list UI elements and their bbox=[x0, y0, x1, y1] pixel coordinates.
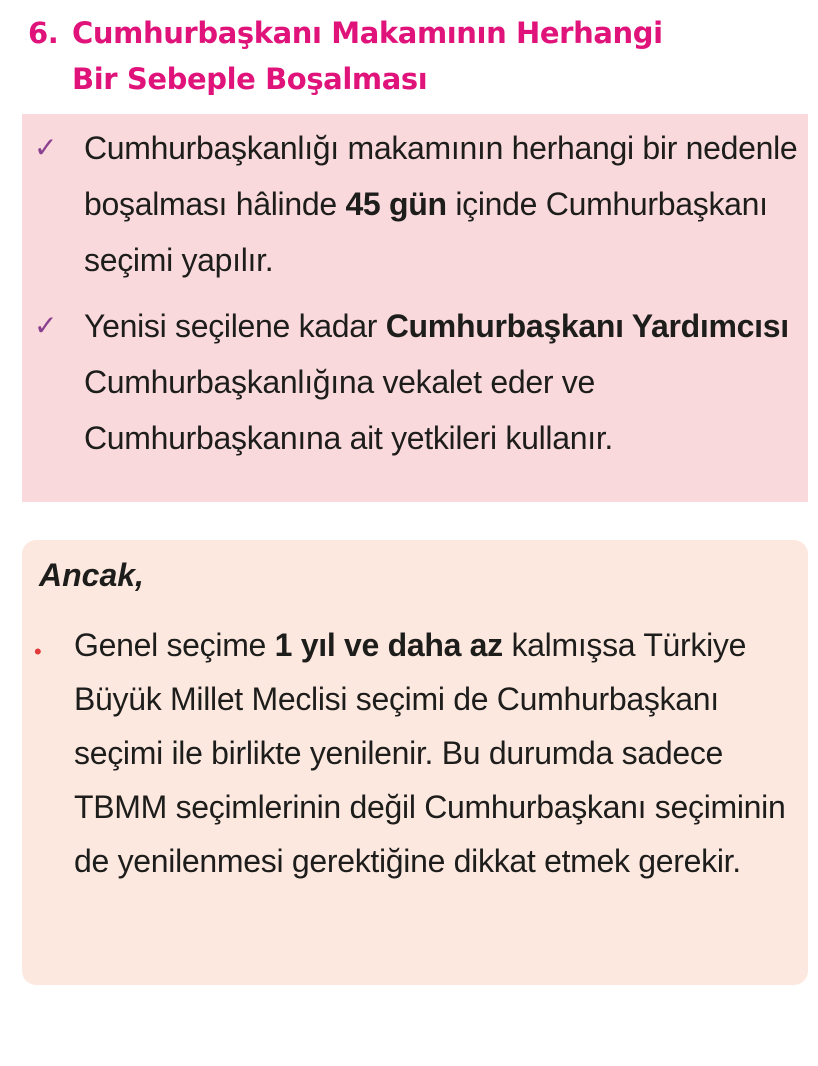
note-bullet-text bbox=[74, 618, 802, 888]
bullet-dot-icon: • bbox=[34, 639, 42, 664]
bold-text-run: 1 yıl ve daha az bbox=[274, 627, 503, 663]
text-run: Genel seçime bbox=[74, 627, 275, 663]
text-run: kalmışsa Türkiye Büyük Millet Meclisi seçimi de Cumhurbaşkanı seçimi ile birlikte yenilenir. Bu durumda sadece TBMM seçimlerinin değil Cumhurbaşkanı seçiminin de yenilenmesi gerektiğine dikkat etmek gerekir. bbox=[74, 627, 786, 879]
text-run: Cumhurbaşkanlığına vekalet eder ve Cumhurbaşkanına ait yetkileri kullanır. bbox=[84, 364, 614, 456]
checklist-item-text bbox=[84, 298, 800, 466]
note-title: Ancak, bbox=[39, 557, 144, 593]
bold-text-run: Cumhurbaşkanı Yardımcısı bbox=[385, 308, 789, 344]
section-number: 6. bbox=[28, 16, 59, 50]
heading-title-line-2: Bir Sebeple Boşalması bbox=[72, 62, 428, 96]
heading-line-1 bbox=[28, 10, 808, 56]
text-run: Cumhurbaşkanlığı makamının herhangi bir nedenle boşalması hâlinde bbox=[84, 130, 798, 222]
checklist-item-text bbox=[84, 120, 800, 288]
check-mark-icon: ✓ bbox=[34, 131, 58, 164]
check-mark-icon: ✓ bbox=[34, 309, 58, 342]
text-run: içinde Cumhurbaşkanı seçimi yapılır. bbox=[84, 186, 768, 278]
rules-box bbox=[22, 114, 808, 502]
bold-text-run: 45 gün bbox=[345, 186, 447, 222]
heading-title-line-1: Cumhurbaşkanı Makamının Herhangi bbox=[72, 16, 663, 50]
section-heading bbox=[28, 10, 808, 102]
text-run: Yenisi seçilene kadar bbox=[84, 308, 386, 344]
note-box bbox=[22, 540, 808, 985]
